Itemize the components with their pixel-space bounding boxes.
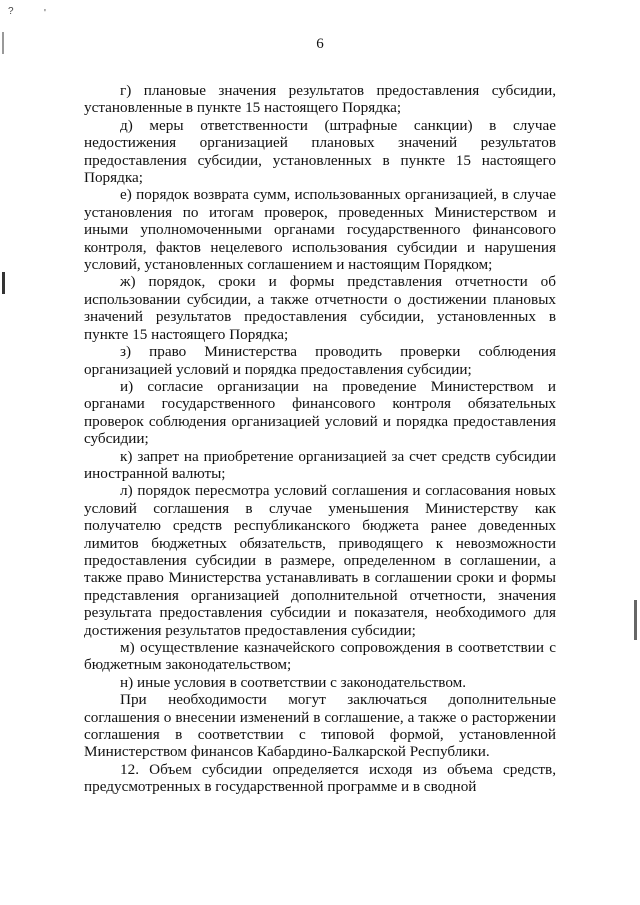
paragraph-z: з) право Министерства проводить проверки соблюдения организацией условий и порядка предоставления субсидии; xyxy=(84,343,556,378)
page-number: 6 xyxy=(316,36,324,52)
margin-mark: ' xyxy=(44,8,46,19)
paragraph-k: к) запрет на приобретение организацией за счет средств субсидии иностранной валюты; xyxy=(84,447,556,482)
paragraph-additional-agreements: При необходимости могут заключаться дополнительные соглашения о внесении изменений в соглашение, а также о расторжении соглашения в соответствии с типовой формой, установленной Министерством финансов Кабардино-Балкарской Республики. xyxy=(84,691,556,761)
document-body xyxy=(84,82,556,796)
paragraph-i: и) согласие организации на проведение Министерством и органами государственного финансового контроля обязательных проверок соблюдения организацией условий и порядка предоставления субсидии; xyxy=(84,377,556,448)
paragraph-12: 12. Объем субсидии определяется исходя из объема средств, предусмотренных в государственной программе и в сводной xyxy=(84,760,556,796)
paragraph-m: м) осуществление казначейского сопровождения в соответствии с бюджетным законодательством; xyxy=(84,639,556,674)
paragraph-zh: ж) порядок, сроки и формы представления отчетности об использовании субсидии, а также отчетности о достижении плановых значений результатов предоставления субсидии, установленных в пункте 15 настоящего Порядка; xyxy=(84,273,556,343)
scan-edge-mark xyxy=(634,600,637,640)
paragraph-l: л) порядок пересмотра условий соглашения и согласования новых условий соглашения в случае уменьшения Министерству как получателю средств республиканского бюджета ранее доведенных лимитов бюджетных обязательств, приводящего к невозможности предоставления субсидии в размере, определенном в соглашении, а также право Министерства устанавливать в соглашении сроки и формы представления организацией дополнительной отчетности, значения результата предоставления субсидии и показателя, необходимого для достижения результатов предоставления субсидии; xyxy=(84,482,556,639)
paragraph-n: н) иные условия в соответствии с законодательством. xyxy=(120,673,467,691)
paragraph-g: г) плановые значения результатов предоставления субсидии, установленные в пункте 15 настоящего Порядка; xyxy=(84,82,556,117)
scan-edge-mark xyxy=(2,272,5,294)
paragraph-d: д) меры ответственности (штрафные санкции) в случае недостижения организацией плановых значений результатов предоставления субсидии, установленных в пункте 15 настоящего Порядка; xyxy=(84,116,556,187)
paragraph-e: е) порядок возврата сумм, использованных организацией, в случае установления по итогам проверок, проведенных Министерством и иными уполномоченными органами государственного финансового контроля, фактов нецелевого использования субсидии и нарушения условий, установленных соглашением и настоящим Порядком; xyxy=(84,186,556,274)
margin-mark: ? xyxy=(8,6,14,17)
